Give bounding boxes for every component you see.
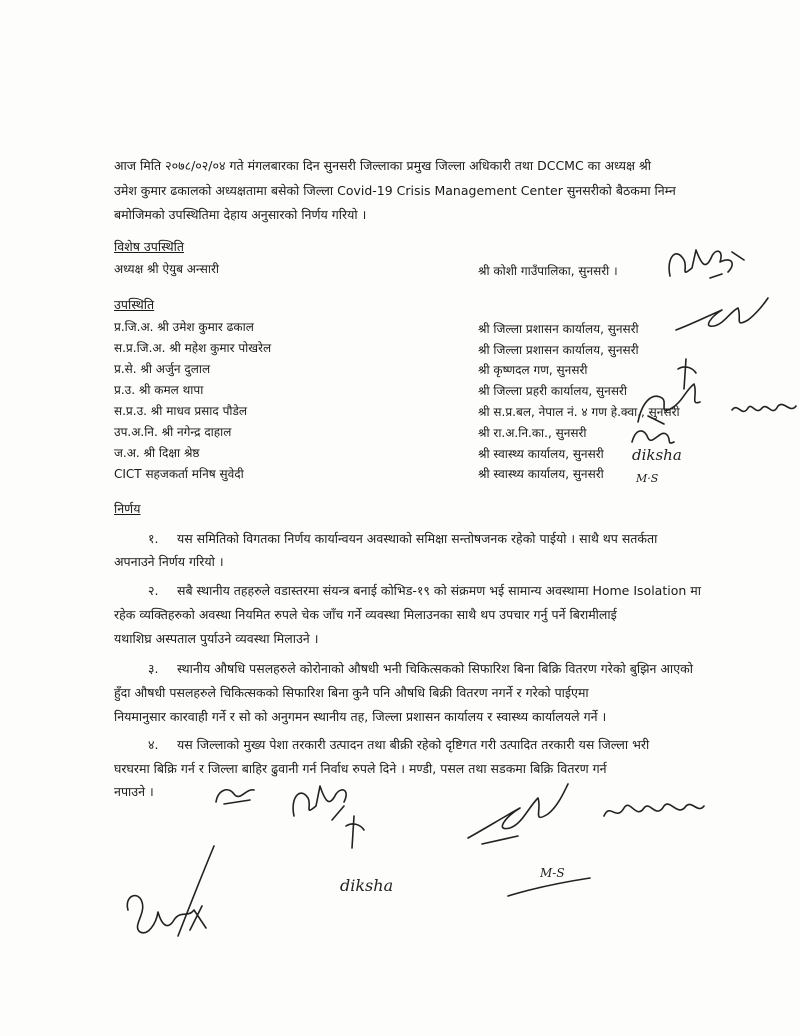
signature-bottom-1 [210, 780, 260, 810]
decisions-heading: निर्णय [114, 501, 141, 516]
intro-line-2: उमेश कुमार ढकालको अध्यक्षतामा बसेको जिल्ला Covid-19 Crisis Management Center सुनसरीको बैठकमा निम्न [114, 183, 676, 198]
signature-bottom-4 [462, 778, 572, 848]
member-name: ज.अ. श्री दिक्षा श्रेष्ठ [114, 446, 200, 460]
signature-ayub [662, 238, 752, 288]
decision-line: रहेक व्यक्तिहरुको अवस्था नियमित रुपले चेक जाँच गर्ने व्यवस्था मिलाउनका साथै थप उपचार गर्नु पर्ने बिरामीलाई [114, 607, 617, 622]
signature-diksha-bottom: diksha [340, 876, 394, 895]
decision-number: ३. [148, 661, 159, 676]
member-name: प्र.से. श्री अर्जुन दुलाल [114, 362, 211, 376]
member-office: श्री कृष्णदल गण, सुनसरी [478, 363, 588, 377]
decision-line: स्थानीय औषधि पसलहरुले कोरोनाको औषधी भनी चिकित्सकको सिफारिश बिना बिक्रि वितरण गरेको बुझिन आएको [177, 661, 693, 676]
decision-line: अपनाउने निर्णय गरियो । [114, 554, 224, 569]
member-name: उप.अ.नि. श्री नगेन्द्र दाहाल [114, 425, 232, 439]
member-name: प्र.जि.अ. श्री उमेश कुमार ढकाल [114, 320, 254, 334]
signature-ms-top: M·S [636, 472, 659, 485]
decision-line: सबै स्थानीय तहहरुले वडास्तरमा संयन्त्र बनाई कोभिड-१९ को संक्रमण भई सामान्य अवस्थामा Home Isolation मा [177, 583, 701, 598]
presence-heading: उपस्थिति [114, 297, 155, 312]
decision-number: २. [148, 583, 159, 598]
special-presence-name: अध्यक्ष श्री ऐयुब अन्सारी [114, 262, 220, 276]
decision-line: यस जिल्लाको मुख्य पेशा तरकारी उत्पादन तथा बीक्री रहेको दृष्टिगत गरी उत्पादित तरकारी यस जिल्ला भरी [177, 737, 650, 752]
decision-line: घरघरमा बिक्रि गर्न र जिल्ला बाहिर ढुवानी गर्न निर्वाध रुपले दिने । मण्डी, पसल तथा सडकमा बिक्रि वितरण गर्न [114, 761, 607, 776]
signature-madhav [728, 396, 798, 426]
member-office: श्री रा.अ.नि.का., सुनसरी [478, 426, 587, 440]
member-name: प्र.उ. श्री कमल थापा [114, 383, 204, 397]
member-name: स.प्र.उ. श्री माधव प्रसाद पौडेल [114, 404, 248, 418]
decision-line: हुँदा औषधी पसलहरुले चिकित्सकको सिफारिश बिना कुनै पनि औषधि बिक्री वितरण नगर्ने र गरेको पाईएमा [114, 685, 589, 700]
signature-bottom-3 [340, 812, 370, 852]
decision-number: ४. [148, 737, 159, 752]
intro-line-3: बमोजिमको उपस्थितिमा देहाय अनुसारको निर्णय गरियो । [114, 207, 367, 222]
decision-number: १. [148, 531, 159, 546]
member-office: श्री जिल्ला प्रशासन कार्यालय, सुनसरी [478, 343, 639, 357]
special-presence-office: श्री कोशी गाउँपालिका, सुनसरी । [478, 264, 618, 278]
signature-ms-bottom: M-S [540, 866, 565, 880]
member-office: श्री जिल्ला प्रहरी कार्यालय, सुनसरी [478, 384, 627, 398]
decision-line: नियमानुसार कारवाही गर्ने र सो को अनुगमन स्थानीय तह, जिल्ला प्रशासन कार्यालय र स्वास्थ्य कार्यालयले गर्ने । [114, 709, 607, 724]
decision-line: यथाशिघ्र अस्पताल पुर्याउने व्यवस्था मिलाउने । [114, 631, 319, 646]
signature-umesh [672, 290, 772, 340]
signature-diksha-top: diksha [632, 446, 682, 464]
decision-line: नपाउने । [114, 784, 154, 799]
member-office: श्री स्वास्थ्य कार्यालय, सुनसरी [478, 447, 604, 461]
member-name: CICT सहजकर्ता मनिष सुवेदी [114, 467, 244, 481]
member-office: श्री जिल्ला प्रशासन कार्यालय, सुनसरी [478, 322, 639, 336]
signature-bottom-5 [598, 792, 708, 832]
member-name: स.प्र.जि.अ. श्री महेश कुमार पोखरेल [114, 341, 272, 355]
special-presence-heading: विशेष उपस्थिति [114, 239, 185, 254]
signature-bottom-6 [118, 840, 228, 950]
intro-line-1: आज मिति २०७८/०२/०४ गते मंगलबारका दिन सुनसरी जिल्लाका प्रमुख जिल्ला अधिकारी तथा DCCMC का अध्यक्ष श्री [114, 158, 651, 173]
member-office: श्री स.प्र.बल, नेपाल नं. ४ गण हे.क्वा., सुनसरी [478, 405, 680, 419]
member-office: श्री स्वास्थ्य कार्यालय, सुनसरी [478, 467, 604, 481]
decision-line: यस समितिको विगतका निर्णय कार्यान्वयन अवस्थाको समिक्षा सन्तोषजनक रहेको पाईयो । साथै थप सतर्कता [177, 531, 658, 546]
